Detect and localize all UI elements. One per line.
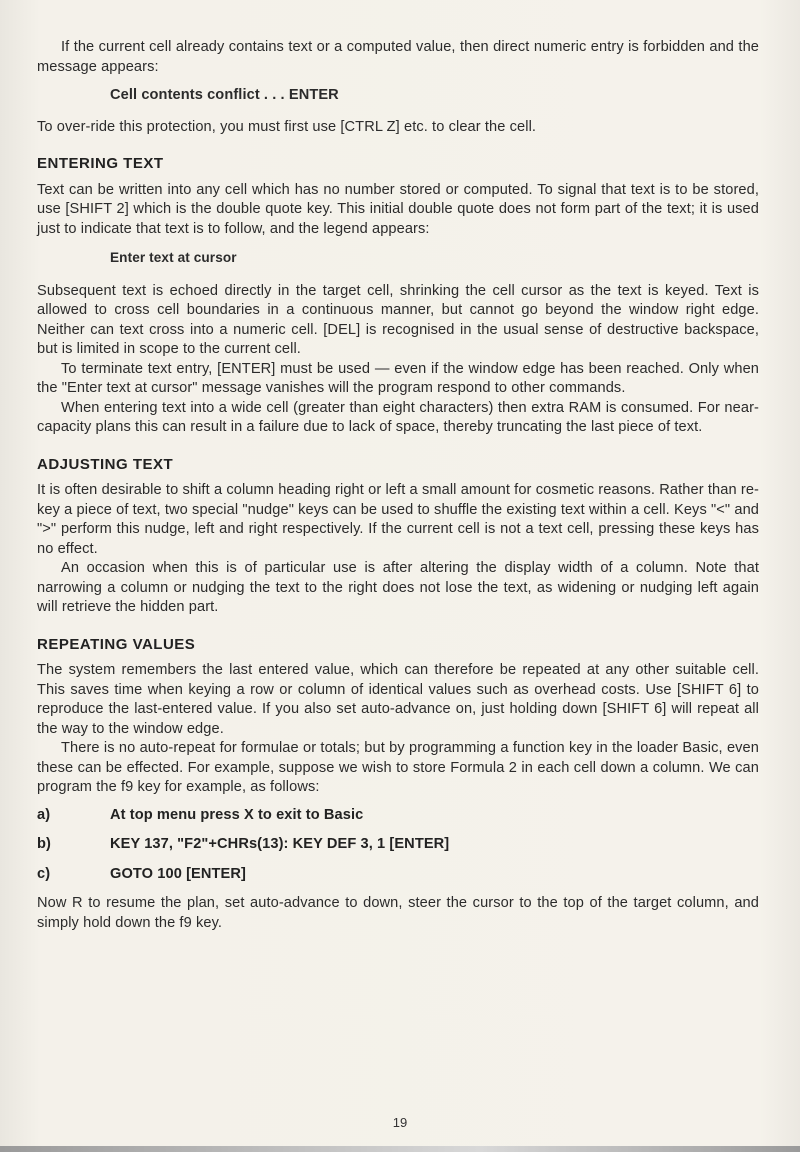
adjusting-text-heading: ADJUSTING TEXT [37,455,174,473]
step-c [37,865,759,885]
entering-text-paragraph: Text can be written into any cell which has no number stored or computed. To signal that text is to be stored, use [SHIFT 2] which is the double quote key. This initial double quote does not form part of the text; it is used just to indicate that text is to follow, and the legend appears: [37,181,759,237]
terminate-text-paragraph: To terminate text entry, [ENTER] must be used — even if the window edge has been reached. Only when the "Enter text at cursor" message vanishes will the program respond to other commands. [37,360,759,396]
wide-cell-paragraph: When entering text into a wide cell (greater than eight characters) then extra RAM is consumed. For near-capacity plans this can result in a failure due to lack of space, thereby truncating the last piece of text. [37,399,759,435]
step-letter: b) [37,836,51,852]
step-text: GOTO 100 [ENTER] [110,865,246,882]
enter-text-message: Enter text at cursor [110,250,237,265]
resume-paragraph: Now R to resume the plan, set auto-advance to down, steer the cursor to the top of the target column, and simply hold down the f9 key. [37,895,759,931]
conflict-message: Cell contents conflict . . . ENTER [110,87,339,103]
repeating-values-heading: REPEATING VALUES [37,635,196,653]
step-text: KEY 137, "F2"+CHRs(13): KEY DEF 3, 1 [ENTER] [110,836,450,852]
subsequent-text-paragraph: Subsequent text is echoed directly in the target cell, shrinking the cell cursor as the text is keyed. Text is allowed to cross cell boundaries in a continuous manner, but cannot go beyond the window right edge. Neither can text cross into a numeric cell. [DEL] is recognised in the usual sense of destructive backspace, but is limited in scope to the current cell. [37,282,759,357]
step-letter: a) [37,806,51,823]
page-edge-shadow [0,1146,800,1152]
step-text: At top menu press X to exit to Basic [110,806,364,823]
steps-list [37,806,759,885]
repeat-paragraph: The system remembers the last entered value, which can therefore be repeated at any other suitable cell. This saves time when keying a row or column of identical values such as overhead costs. Use [SHIFT 6] to reproduce the last-entered value. If you also set auto-advance on, just holding down [SHIFT 6] will repeat all the way to the window edge. [37,662,759,737]
page-number: 19 [392,1115,408,1130]
page-content [37,38,759,933]
entering-text-heading: ENTERING TEXT [37,155,164,172]
display-width-paragraph: An occasion when this is of particular use is after altering the display width of a column. Note that narrowing a column or nudging the text to the right does not lose the text, as widening or nudging left again will retrieve the hidden part. [37,560,759,615]
step-a [37,806,759,826]
intro-paragraph: If the current cell already contains text or a computed value, then direct numeric entry is forbidden and the message appears: [37,39,759,75]
step-letter: c) [37,865,51,882]
override-paragraph: To over-ride this protection, you must first use [CTRL Z] etc. to clear the cell. [37,118,537,135]
nudge-paragraph: It is often desirable to shift a column heading right or left a small amount for cosmetic reasons. Rather than re-key a piece of text, two special "nudge" keys can be used to shuffle the existing text within a cell. Keys "<" and ">" perform this nudge, left and right respectively. If the current cell is not a text cell, pressing these keys has no effect. [37,482,759,557]
function-key-paragraph: There is no auto-repeat for formulae or totals; but by programming a function key in the loader Basic, even these can be effected. For example, suppose we wish to store Formula 2 in each cell down a column. We can program the f9 key for example, as follows: [37,740,759,795]
step-b [37,835,759,855]
